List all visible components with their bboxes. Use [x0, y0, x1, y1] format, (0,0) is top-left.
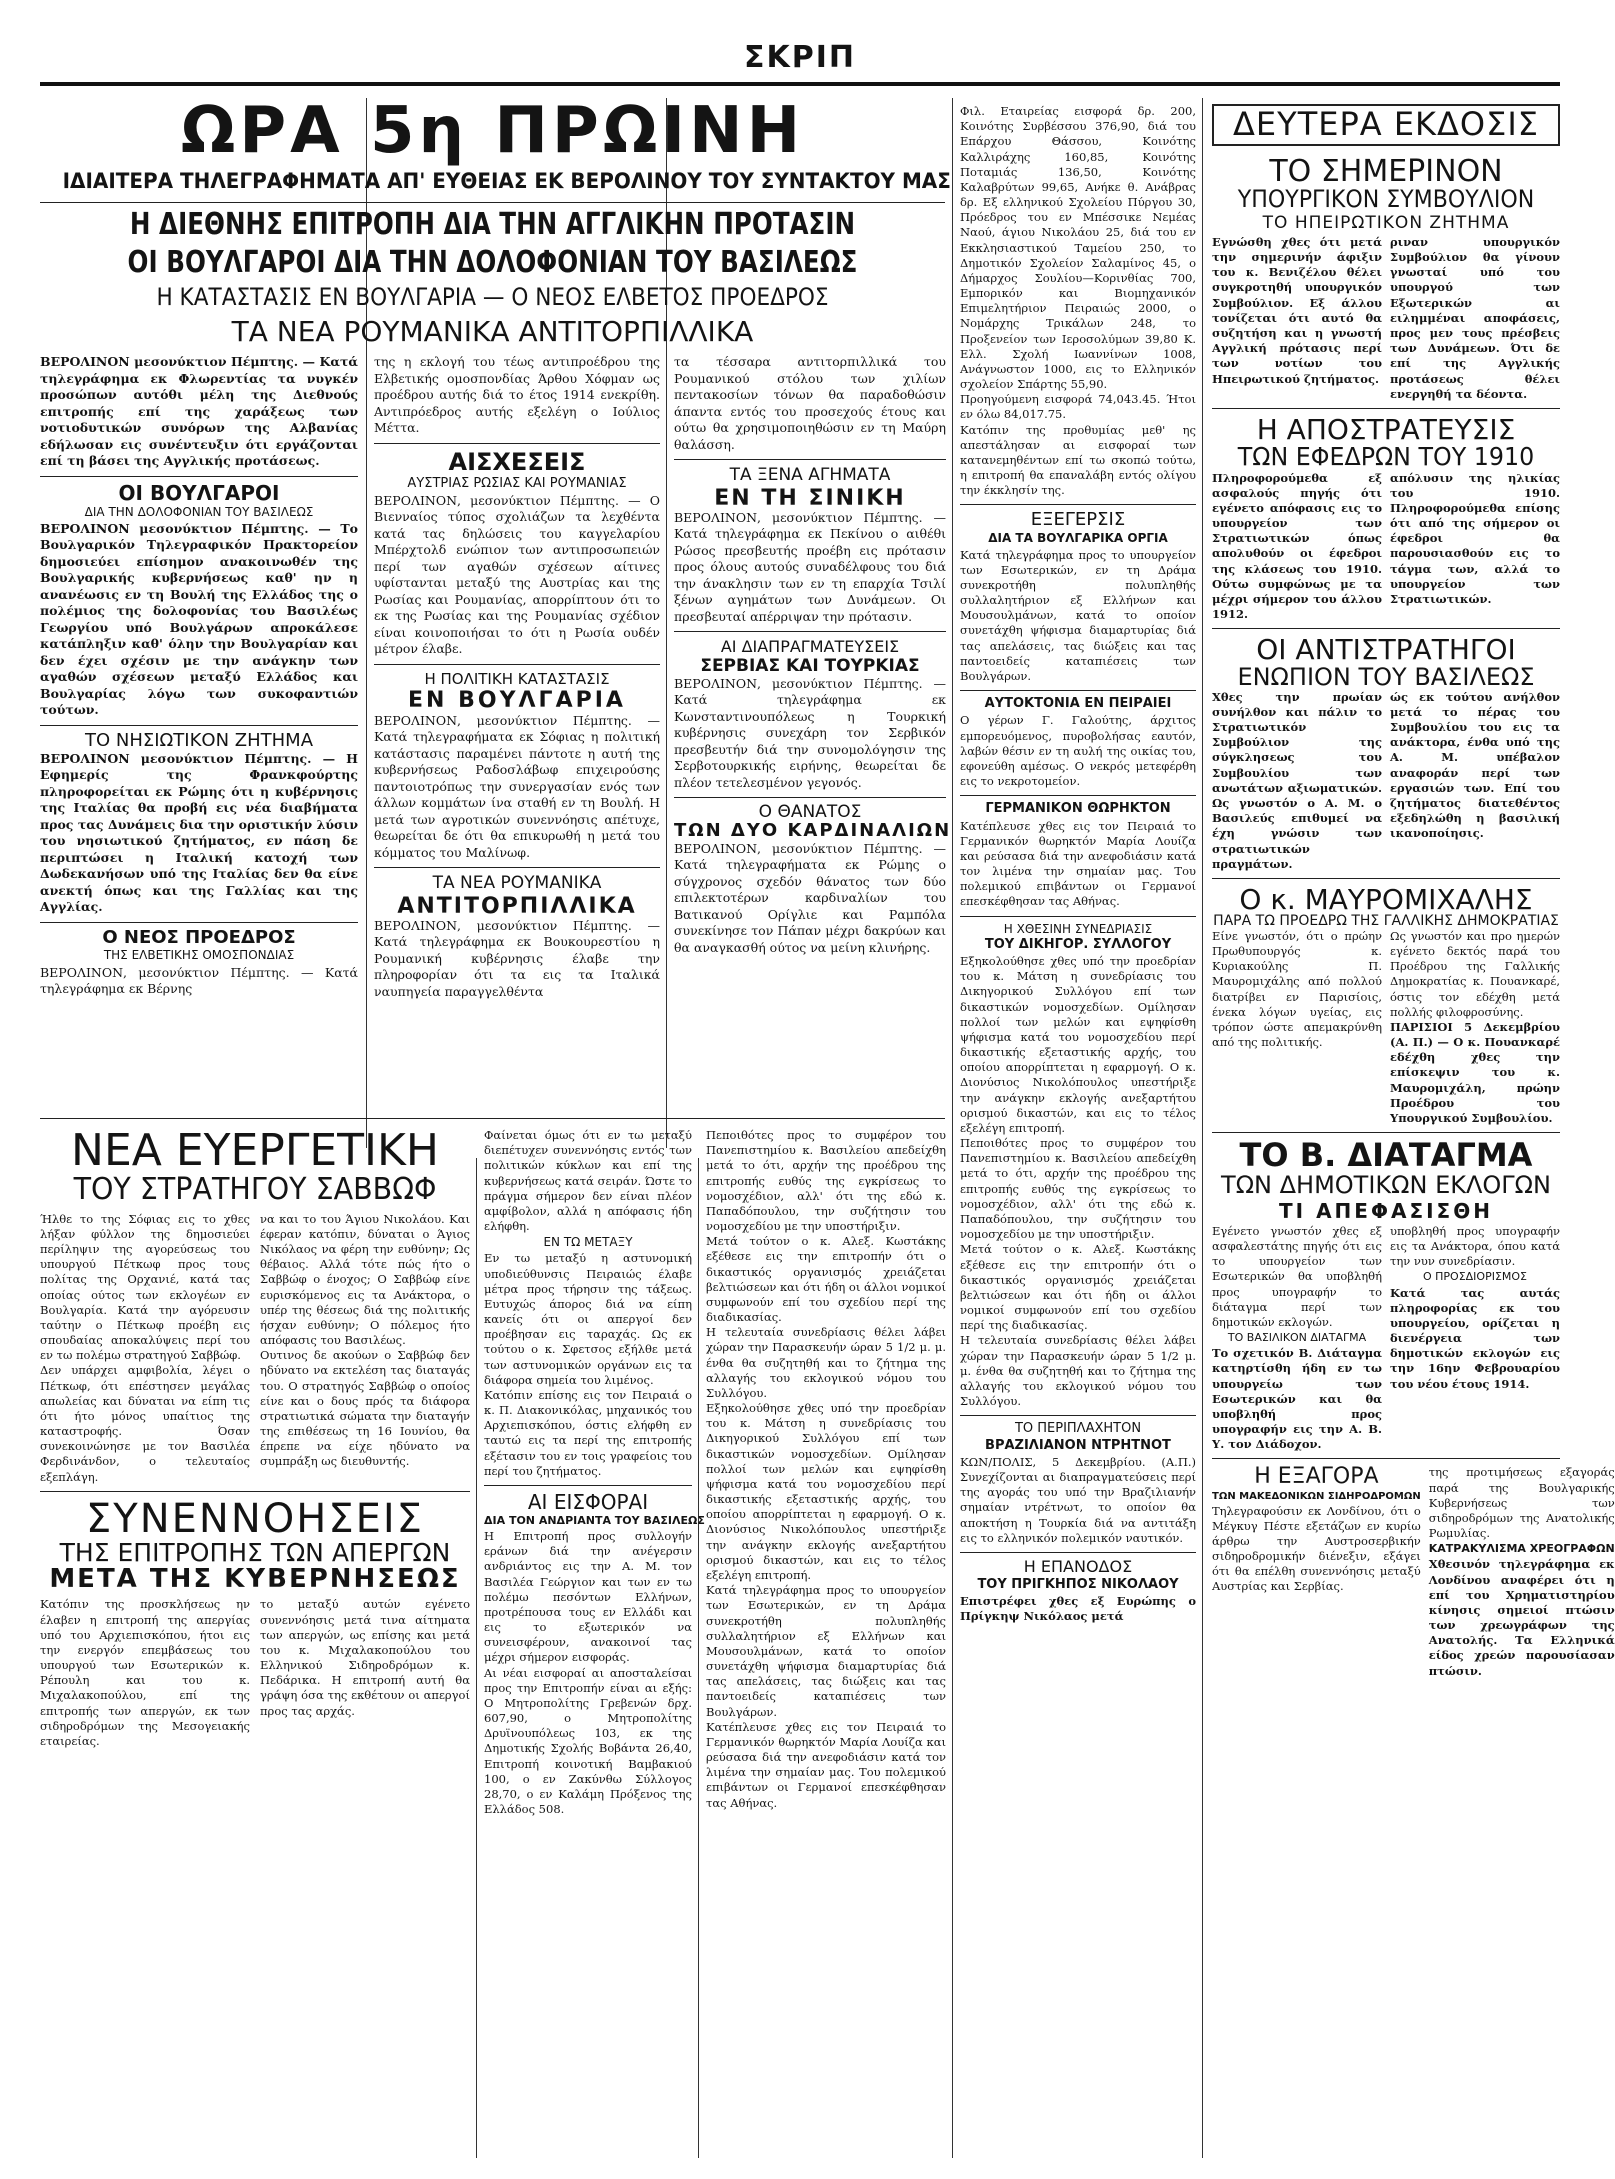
article-heading: Η ΑΠΟΣΤΡΑΤΕΥΣΙΣ: [1256, 412, 1516, 446]
article-text: Πεποιθότες προς το συμφέρον του Πανεπιστημίου κ. Βασιλείου απεδείχθη μετά το ότι, αρχήν της προέδρου της επιτροπής ευθύς της εγκρίσεως το νομοσχέδιον, αλλ' ότι της εδώ κ. Παπαδόπουλου, την συζήτησιν του νομοσχεδίου με την υποστήριξιν.: [960, 1136, 1196, 1242]
headline-bulgaria: Η ΚΑΤΑΣΤΑΣΙΣ ΕΝ ΒΟΥΛΓΑΡΙΑ — Ο ΝΕΟΣ ΕΛΒΕΤΟΣ ΠΡΟΕΔΡΟΣ: [156, 283, 829, 311]
article-text: Η τελευταία συνεδρίασις θέλει λάβει χώραν την Παρασκευήν ώραν 5 1/2 μ. μ. ένθα θα συζητηθή και το ζήτημα της αλλαγής του εκλογικού νόμου του Συλλόγου.: [706, 1325, 946, 1400]
article-subheading: ΤΟΥ ΠΡΙΓΚΗΠΟΣ ΝΙΚΟΛΑΟΥ: [977, 1576, 1179, 1592]
article-text: Φαίνεται όμως ότι εν τω μεταξύ διεπέτυχεν συνεννόησις εντός των πολιτικών κύκλων και επί της κυβερνήσεως κατά σειράν. Ώστε το πράγμα σήμερον δεν είναι πλέον αμφίβολον, αλλά η απόφασις ήδη ελήφθη.: [484, 1128, 692, 1234]
article-subheading: ΔΙΑ ΤΗΝ ΔΟΛΟΦΟΝΙΑΝ ΤΟΥ ΒΑΣΙΛΕΩΣ: [84, 504, 314, 519]
article-text: Επιστρέφει χθες εξ Ευρώπης ο Πρίγκηψ Νικόλαος μετά: [960, 1593, 1196, 1624]
divider: [40, 202, 945, 203]
divider: [960, 916, 1196, 917]
article-heading: ΑΙ ΕΙΣΦΟΡΑΙ: [527, 1489, 649, 1514]
article-text: Κατόπιν της προσκλήσεως ην έλαβεν η επιτροπή της απεργίας υπό του Αρχιεπισκόπου, ήτοι εις την ενεργόν επεμβάσεως του υπουργού των Εσωτερικών κ. Ρέπουλη και του κ. Μιχαλακοπούλου, επί της επιτροπής των απεργών, εκ των σιδηροδρόμων της Μεσογειακής εταιρείας.: [40, 1597, 250, 1748]
article-heading: ΤΟ Β. ΔΙΑΤΑΓΜΑ: [1239, 1136, 1533, 1175]
article-text: Μετά τούτον ο κ. Αλεξ. Κωστάκης εξέθεσε εις την επιτροπήν ότι ο δικαστικός οργανισμός χρειάζεται βελτιώσεων και ότι ήδη οι άλλοι νομικοί συμφωνούν επί του σχεδίου περί της διαδικασίας.: [706, 1234, 946, 1325]
column-rule: [952, 98, 953, 2158]
article-text: το μεταξύ αυτών εγένετο συνεννόησις μετά τινα αίτηματα των απεργών, ως επίσης και μετά του κ. Μιχαλακοπούλου του Ελληνικού Σιδηροδρόμων κ. Πεδάρικα. Η επιτροπή αυτή θα γράψη όσα της εκθέτουν οι απεργοί προς τας αρχάς.: [260, 1597, 470, 1718]
article-subheading: ΣΕΡΒΙΑΣ ΚΑΙ ΤΟΥΡΚΙΑΣ: [700, 655, 920, 676]
two-col: [1212, 1224, 1560, 1453]
article-text: Κατόπιν επίσης εις τον Πειραιά ο κ. Π. Διακονικόλας, μηχανικός του Αρχιεπισκόπου, όστις ελήφθη εν ταυτώ εις τα περί της επιτροπής εξέτασιν του εν τοις γραφείοις του περί του ζητήματος.: [484, 1387, 692, 1478]
article-text: Κατέπλευσε χθες εις τον Πειραιά το Γερμανικόν θωρηκτόν Μαρία Λουίζα και ρεύσασα διά την ανεφοδιάσιν κατά τον λιμένα την σημαίαν μας. Του πολεμικού επιβάντων οι Γερμανοί επεσκέφθησαν τας Αθήνας.: [706, 1719, 946, 1810]
divider: [674, 797, 946, 798]
article-text: Ουτινος δε ακούων ο Σαββώφ δεν ηδύνατο να εκτελέση τας διαταγάς του. Ο στρατηγός Σαββώφ ο οποίος είνε και ο δους πρός τα διάφορα στρατιωτικά σώματα την διαταγήν της επιθέσεως τη 16 Ιουνίου, θα έπρεπε να είχε ηδύνατο να συμπράξη ως διευθυντής.: [260, 1348, 470, 1469]
article-text: Ως γνωστόν και προ ημερών εγένετο δεκτός παρά του Προέδρου της Γαλλικής Δημοκρατίας κ. Πουανκαρέ, όστις τον εδέχθη μετά πολλής φιλοφροσύνης.: [1390, 928, 1560, 1019]
article-subheading: ΠΑΡΑ ΤΩ ΠΡΟΕΔΡΩ ΤΗΣ ΓΑΛΛΙΚΗΣ ΔΗΜΟΚΡΑΤΙΑΣ: [1213, 913, 1559, 930]
article-text: Χθεσινόν τηλεγράφημα εκ Λονδίνου αναφέρει ότι η επί του Χρηματιστηρίου κίνησις σημειοί πτώσιν των χρεωγράφων της Ανατολής. Τα Ελληνικά είδος χρεών παρουσίασαν πτώσιν.: [1428, 1557, 1615, 1678]
article-heading: ΤΟ ΠΕΡΙΠΛΑΧΗΤΟΝ: [1014, 1421, 1142, 1437]
article-text: Κατόπιν της προθυμίας μεθ' ης απεστάλησαν αι εισφοραί των κατανεμηθέντων επί τω σκοπώ τούτω, η επιτροπή θα επαναλάβη εντός ολίγου την έκκλησίν της.: [960, 422, 1196, 498]
divider: [960, 690, 1196, 691]
article-text: Κατά τηλεγράφημα προς το υπουργείον των Εσωτερικών, εν τη Δράμα συνεκροτήθη πολυπληθής συλλαλητήριον εξ Ελλήνων και Μουσουλμάνων, κατά το οποίον συνετάχθη ψήφισμα διαμαρτυρίας διά τας απελάσεις, τας διώξεις και τας παντοειδείς καταπιέσεις των Βουλγάρων.: [960, 547, 1196, 683]
masthead: [40, 18, 1560, 92]
article-heading: Ο κ. ΜΑΥΡΟΜΙΧΑΛΗΣ: [1239, 882, 1533, 916]
right-subcol: [1429, 1465, 1615, 1678]
article-subheading: ΔΙΑ ΤΑ ΒΟΥΛΓΑΡΙΚΑ ΟΡΓΙΑ: [988, 531, 1168, 546]
column-5: [1212, 104, 1615, 2144]
article-text: Αι νέαι εισφοραί αι αποσταλείσαι προς την Επιτροπήν είναι αι εξής: Ο Μητροπολίτης Γρεβενών δρχ. 607,90, ο Μητροπολίτης Δρυϊνουπόλεως 103, εκ της Δημοτικής Σχολής Βοβάντα 26,40, Επιτροπή κοινοτική Βαμβακιού 100, ο εν Ζακύνθω Σύλλογος 28,70, ο εν Καλάμη Πρόξενος της Ελλάδος 508.: [484, 1665, 692, 1817]
article-heading: ΤΩΝ ΔΗΜΟΤΙΚΩΝ ΕΚΛΟΓΩΝ: [1221, 1170, 1551, 1199]
article-heading: ΤΟΥ ΣΤΡΑΤΗΓΟΥ ΣΑΒΒΩΦ: [73, 1172, 437, 1208]
article-text: ΚΩΝ/ΠΟΛΙΣ, 5 Δεκεμβρίου. (Α.Π.) Συνεχίζονται αι διαπραγματεύσεις περί της αγοράς του υπό την Βραζιλιανήν σημαίαν ντρέτνωτ, το οποίον θα αποκτήση η Τουρκία διά να αντιτάξη εις το ελληνικόν πολεμικόν ναυτικόν.: [960, 1454, 1196, 1545]
article-text: ΒΕΡΟΛΙΝΟΝ, μεσονύκτιον Πέμπτης. — Κατά τηλεγράφημα εκ Πεκίνου ο αιθέθι Ρώσος πρεσβευτής προέβη εις πρότασιν προς όλους αυτούς συναδέλφους του διά την άνακλησιν των εν τη επαρχία Τσιλί ξένων αγημάτων των Δυνάμεων. Οι πρεσβευταί απέρριψαν την πρότασιν.: [674, 509, 946, 624]
article-heading: ΕΞΕΓΕΡΣΙΣ: [1030, 509, 1126, 531]
article-text: Εγνώσθη χθες ότι μετά την σημερινήν άφιξιν του κ. Βενιζέλου θέλει συγκροτηθή υπουργικόν Συμβούλιον. Εξ άλλου τονίζεται ότι αυτό θα συζητήση και η γνωστή Αγγλική πρότασις περί των νοτίων του Ηπειρωτικού ζητήματος.: [1212, 234, 1382, 386]
column-rule: [476, 1158, 477, 2158]
article-heading: Η ΕΠΑΝΟΔΟΣ: [1023, 1556, 1133, 1576]
article-text: ΒΕΡΟΛΙΝΟΝ, μεσονύκτιον Πέμπτης. — Ο Βιενναίος τύπος σχολιάζων τα λεχθέντα κατά τας δηλώσεις του καγγελαρίου Μπέρχτολδ ενώπιον των αντιπροσωπειών περί των αγαθών σχέσεων αίτινες υφίστανται μεταξύ της Αυστρίας και της Ρωσίας και Ρουμανίας, απορρίπτουν ότι το εκ της Ρωσίας και της Ρουμανίας σχέδιον είναι κοινοποιήσαι το ότι η Ρωσία ουδέν μέτρον έλαβε.: [374, 492, 660, 657]
article-subheading: ΜΕΤΑ ΤΗΣ ΚΥΒΕΡΝΗΣΕΩΣ: [49, 1564, 461, 1595]
article-heading: ΕΝ ΤΩ ΜΕΤΑΞΥ: [543, 1235, 633, 1250]
article-heading: ΥΠΟΥΡΓΙΚΟΝ ΣΥΜΒΟΥΛΙΟΝ: [1237, 185, 1535, 214]
divider: [674, 459, 946, 460]
article-text: να και το του Άγιου Νικολάου. Και έφεραν κατόπιν, δύναται ο Άγιος Νικόλαος να φέρη την ευθύνην; Ως θέβαιος. Αλλά τότε πώς ήτο ο Σαββώφ ο ένοχος; Ο Σαββώφ είνε ευρισκόμενος εις τα Ανάκτορα, ο υπέρ της θέσεως διά της πολιτικής ήσχαν ευθύνην; Ο πόλεμος ήτο απόφασις του Βασιλέως.: [260, 1211, 470, 1348]
article-text: υποβληθή προς υπογραφήν εις τα Ανάκτορα, όπου κατά την νυν συνεδρίασιν.: [1390, 1223, 1560, 1269]
right-subcol: [1390, 1224, 1560, 1453]
headline-commission: Η ΔΙΕΘΝΗΣ ΕΠΙΤΡΟΠΗ ΔΙΑ ΤΗΝ ΑΓΓΛΙΚΗΝ ΠΡΟΤΑΣΙΝ: [129, 207, 856, 242]
masthead-rule: [40, 82, 1560, 86]
article-heading: ΟΙ ΒΟΥΛΓΑΡΟΙ: [118, 480, 280, 505]
article-heading: ΤΩΝ ΕΦΕΔΡΩΝ ΤΟΥ 1910: [1237, 442, 1535, 472]
article-heading: ΑΙΣΧΕΣΕΙΣ: [448, 447, 586, 476]
article-text: ώς εκ τούτου ανήλθον μετά το πέρας του Συμβουλίου του εις τα ανάκτορα, ένθα υπό της Α. Μ. υπέβαλον αναφοράν περί των εργασιών των. Επί του ζητήματος διατεθέντος εξεδηλώθη η βασιλική ικανοποίησις.: [1390, 689, 1560, 841]
two-col: [1212, 235, 1560, 402]
headline-torpedo: ΤΑ ΝΕΑ ΡΟΥΜΑΝΙΚΑ ΑΝΤΙΤΟΡΠΙΛΛΙΚΑ: [231, 315, 754, 348]
article-heading: Ο ΝΕΟΣ ΠΡΟΕΔΡΟΣ: [102, 926, 296, 948]
divider: [40, 922, 358, 923]
divider: [960, 1552, 1196, 1553]
divider: [40, 476, 358, 477]
two-col: [40, 1212, 470, 1485]
bottom-third-section: [706, 1128, 946, 2158]
top-banner: [40, 94, 951, 348]
article-subheading: Ο ΠΡΟΣΔΙΟΡΙΣΜΟΣ: [1422, 1270, 1528, 1284]
article-subheading: ΕΝ ΒΟΥΛΓΑΡΙΑ: [408, 688, 626, 714]
divider: [374, 664, 660, 665]
article-heading: ΤΗΣ ΕΠΙΤΡΟΠΗΣ ΤΩΝ ΑΠΕΡΓΩΝ: [59, 1537, 451, 1567]
divider: [1212, 1458, 1560, 1459]
article-text: Δεν υπάρχει αμφιβολία, λέγει ο Πέτκωφ, ότι επέστησεν μεγάλας απωλείας και δύναται να είπη τις ότι ήτο μόνος υπαίτιος της καταστροφής. Όσαν συνεκοινώνησε με τον Βασιλέα Φερδινάνδον, ο τελευταίος εξεπλάγη.: [40, 1363, 250, 1484]
article-text: Φιλ. Εταιρείας εισφορά δρ. 200, Κοινότης Συρβέσσου 376,90, διά του Επάρχου Θάσσου, Κοινότης Καλλιράχης 160,85, Κοινότης Ποταμιάς 136,50, Κοινότης Καλαβρύτων 99,65, Ανήκε θ. Ανάβρας δρ. Εξ ελληνικού Σχολείου Πύργου 30, Πρόεδρος του εν Μπέσσικε Νεμέας Ναού, άγιου Νικολάου 25, διά του εν Εκκλησιαστικού Ταμείου 250, το Δημοτικόν Σχολείον Σαλαμίνος 45, ο Δήμαρχος Σουλίου—Κορινθίας 700, Εμπορικόν και Βιομηχανικόν Επιμελητήριον Πειραιώς 2000, ο Νομάρχης Τρικάλων 248, το Προξενείον των Ιεροσολύμων 39,80 Κ. Ελλ. Σχολή Ιωαννίνων 1008, Ανάγνωστον 1000, εις το Ελληνικόν σχολείον Σπάρτης 55,90.: [960, 104, 1196, 392]
two-col: [40, 1597, 470, 1749]
divider: [674, 631, 946, 632]
article-text: Εν τω μεταξύ η αστυνομική υποδιεύθυνσις Πειραιώς έλαβε μέτρα προς τήρησιν της τάξεως. Ευτυχώς άπορος διά να είπη κανείς ότι οι απεργοί δεν προέβησαν εις ταραχάς. Ως εκ τούτου ο κ. Σφετσος εξήλθε μετά των αστυνομικών οργάνων εις τα διάφορα σημεία του λιμένος.: [484, 1251, 692, 1387]
article-heading: Η ΠΟΛΙΤΙΚΗ ΚΑΤΑΣΤΑΣΙΣ: [424, 669, 610, 688]
divider: [960, 504, 1196, 505]
article-text: ΒΕΡΟΛΙΝΟΝ, μεσονύκτιον Πέμπτης. — Κατά τηλεγράφημα εκ Βέρνης: [40, 964, 358, 997]
bottom-left-section: [40, 1125, 470, 2158]
left-subcol: [1212, 1224, 1382, 1453]
article-text: ΒΕΡΟΛΙΝΟΝ, μεσονύκτιον Πέμπτης. — Κατά τηλεγραφήματα εκ Ρώμης ο σύγχρονος σχεδόν θάνατος των δύο επιλεκτοτέρων καρδιναλίων του Βατικανού Ορίγλιε και Ραμπόλα συνεκίνησε τον Πάπαν μέχρι δακρύων και θα αναγκασθή ούτος να μείνη κλινήρης.: [674, 840, 946, 955]
divider: [1212, 408, 1560, 409]
article-text: Κατά τηλεγράφημα προς το υπουργείον των Εσωτερικών, εν τη Δράμα συνεκροτήθη πολυπληθής συλλαλητήριον εξ Ελλήνων και Μουσουλμάνων, κατά το οποίον συνετάχθη ψήφισμα διαμαρτυρίας διά τας απελάσεις, τας διώξεις και τας παντοειδείς καταπιέσεις των Βουλγάρων.: [706, 1583, 946, 1719]
article-text: Μετά τούτον ο κ. Αλεξ. Κωστάκης εξέθεσε εις την επιτροπήν ότι ο δικαστικός οργανισμός χρειάζεται βελτιώσεων και ότι ήδη οι άλλοι νομικοί συμφωνούν επί του σχεδίου περί της διαδικασίας.: [960, 1242, 1196, 1333]
second-edition-title: ΔΕΥΤΕΡΑ ΕΚΔΟΣΙΣ: [1212, 104, 1560, 146]
article-text: Το σχετικόν Β. Διάταγμα κατηρτίσθη ήδη εν τω υπουργείω των Εσωτερικών και θα υποβληθή προς υπογραφήν εις την Α. Β. Υ. τον Διάδοχον.: [1212, 1346, 1382, 1452]
article-heading: ΑΥΤΟΚΤΟΝΙΑ ΕΝ ΠΕΙΡΑΙΕΙ: [984, 696, 1172, 712]
left-subcol: [1212, 1465, 1421, 1678]
column-2: [374, 354, 660, 1109]
masthead-title: ΣΚΡΙΠ: [744, 40, 856, 75]
divider: [40, 1491, 470, 1492]
article-text: Πεποιθότες προς το συμφέρον του Πανεπιστημίου κ. Βασιλείου απεδείχθη μετά το ότι, αρχήν της προέδρου της επιτροπής ευθύς της εγκρίσεως το νομοσχέδιον, αλλ' ότι της εδώ κ. Παπαδόπουλου, την συζήτησιν του νομοσχεδίου με την υποστήριξιν.: [706, 1128, 946, 1234]
article-subheading: ΤΙ ΑΠΕΦΑΣΙΣΘΗ: [1279, 1198, 1493, 1223]
article-text: ΒΕΡΟΛΙΝΟΝ μεσονύκτιον Πέμπτης. — Η Εφημερίς της Φρανκφούρτης πληροφορείται εκ Ρώμης ότι η κυβέρνησις της Ιταλίας θα προβή εις νέα διαβήματα προς τας Δυνάμεις δια την οριστικήν λύσιν του νησιωτικού ζητήματος, εν πάση δε περιπτώσει η Ιταλική κατοχή των Δωδεκανήσων υπό της Ιταλίας δεν θα είνε ανεκτή όπως και της Γαλλίας και της Αγγλίας.: [40, 750, 358, 915]
article-heading: ΤΟ ΝΗΣΙΩΤΙΚΟΝ ΖΗΤΗΜΑ: [84, 729, 314, 751]
article-heading: ΝΕΑ ΕΥΕΡΓΕΤΙΚΗ: [71, 1125, 439, 1176]
article-heading: ΣΥΝΕΝΝΟΗΣΕΙΣ: [86, 1495, 424, 1542]
article-subheading: ΤΟΥ ΔΙΚΗΓΟΡ. ΣΥΛΛΟΓΟΥ: [984, 936, 1172, 952]
article-text: Πληροφορούμεθα εξ ασφαλούς πηγής ότι εγένετο απόφασις εις το υπουργείον των Στρατιωτικών όπως απολυθούν οι έφεδροι της κλάσεως του 1910. Ούτω συμφώνως με τα μέχρι σήμερον του άλλου 1912.: [1212, 470, 1382, 622]
banner-title: ΩΡΑ 5η ΠΡΩΙΝΗ: [180, 94, 805, 168]
divider: [40, 725, 358, 726]
column-rule: [1202, 98, 1203, 2158]
article-text: ριναν υπουργικόν Συμβούλιον θα γίνουν γνωσταί υπό του υπουργού των Εξωτερικών αι ειλημμέναι αποφάσεις, προς μεν τους πρέσβεις των Δυνάμεων. Ότι δε επί της Αγγλικής προτάσεως θέλει ενεργηθή τα δέοντα.: [1390, 234, 1560, 401]
column-3: [674, 354, 952, 1109]
article-text: Η Επιτροπή προς συλλογήν εράνων διά την ανέγερσιν ανδριάντος εις την Α. Μ. τον Βασιλέα Γεώργιον και των εν τω πολέμω πεσόντων Ελλήνων, προτρέπουσα τους εν Ελλάδι και εις το εξωτερικόν να συνεισφέρουν, ανακοινοί τας μέχρι σήμερον εισφοράς.: [484, 1529, 692, 1665]
two-col: [1212, 929, 1560, 1126]
divider: [1212, 628, 1560, 629]
article-heading: ΤΟ ΣΗΜΕΡΙΝΟΝ: [1269, 153, 1503, 189]
article-subheading: ΤΩΝ ΔΥΟ ΚΑΡΔΙΝΑΛΙΩΝ: [674, 820, 952, 842]
article-subheading: ΤΗΣ ΕΛΒΕΤΙΚΗΣ ΟΜΟΣΠΟΝΔΙΑΣ: [103, 948, 295, 963]
article-text: Ήλθε το της Σόφιας εις το χθες λήξαν φύλλον της δημοσιεύει περίληψιν της αγορεύσεως του υπουργού Πέτκωφ προς τους πολίτας της Ορχανιέ, κατά τας οποίας ούτος των εκλογέων εν Βουλγαρία. Κατά την αγόρευσιν ταύτην ο Πέτκωφ προέβη εις σπουδαίας αποκαλύψεις περί του εν τω πολέμω στρατηγού Σαββώφ.: [40, 1211, 250, 1363]
article-text: Προηγούμενη εισφορά 74,043.45. Ήτοι εν όλω 84,017.75.: [960, 392, 1196, 422]
article-text: Εξηκολούθησε χθες υπό την προεδρίαν του κ. Μάτση η συνεδρίασις του Δικηγορικού Συλλόγου επί των δικαστικών νομοσχεδίων. Ομίλησαν πολλοί των μελών και εψηφίσθη ψήφισμα κατά του νομοσχεδίου περί δικαστικής εξεταστικής αρχής, του οποίου απορρίπτεται η εφαρμογή. Ο κ. Διονύσιος Νικολόπουλος υπεστήριξε την ανάγκην εκλογής ανεξαρτήτου ορισμού δικαστών, και εις το τέλος εξελέγη επιτροπή.: [960, 954, 1196, 1135]
article-heading: ΤΑ ΝΕΑ ΡΟΥΜΑΝΙΚΑ: [432, 873, 602, 894]
article-text: ΒΕΡΟΛΙΝΟΝ, μεσονύκτιον Πέμπτης. — Κατά τηλεγραφήματα εκ Σόφιας η πολιτική κατάστασις παραμένει πάντοτε η αυτή της κυβερνήσεως Ραδοσλάβωφ επιχειρούσης παντοιοτρόπως την συνεργασίαν ενός των άλλων κομμάτων ίνα σταθή εν τη Βουλή. Η μετά των αγροτικών συνεννόησις απέτυχε, θεωρείται δε ότι θα επικυρωθή η μετά του κόμματος του Μαλίνωφ.: [374, 712, 660, 860]
column-4: [960, 104, 1196, 2054]
article-heading: Ο ΘΑΝΑΤΟΣ: [758, 802, 862, 823]
divider: [1212, 1132, 1560, 1133]
article-subheading: ΒΡΑΖΙΛΙΑΝΟΝ ΝΤΡΗΤΝΟΤ: [985, 1437, 1171, 1453]
article-text: Κατέπλευσε χθες εις τον Πειραιά το Γερμανικόν θωρηκτόν Μαρία Λουίζα και ρεύσασα διά την ανεφοδιάσιν κατά τον λιμένα την σημαίαν μας. Του πολεμικού επιβάντων οι Γερμανοί επεσκέφθησαν τας Αθήνας.: [960, 818, 1196, 909]
left-subcol: [40, 1212, 250, 1485]
right-subcol: [260, 1212, 470, 1485]
article-heading: Η ΕΞΑΓΟΡΑ: [1254, 1464, 1379, 1490]
article-heading: ΤΑ ΞΕΝΑ ΑΓΗΜΑΤΑ: [729, 465, 891, 485]
article-subheading: ΑΝΤΙΤΟΡΠΙΛΛΙΚΑ: [397, 893, 637, 919]
article-subheading: ΤΟ ΒΑΣΙΛΙΚΟΝ ΔΙΑΤΑΓΜΑ: [1227, 1331, 1367, 1345]
article-heading: ΓΕΡΜΑΝΙΚΟΝ ΘΩΡΗΚΤΟΝ: [985, 801, 1171, 817]
article-text: ΠΑΡΙΣΙΟΙ 5 Δεκεμβρίου (Α. Π.) — Ο κ. Πουανκαρέ εδέχθη χθες την επίσκεψιν του κ. Μαυρομιχάλη, πρώην Προέδρου του Υπουργικού Συμβουλίου.: [1390, 1019, 1560, 1125]
divider: [374, 443, 660, 444]
article-heading: ΕΝΩΠΙΟΝ ΤΟΥ ΒΑΣΙΛΕΩΣ: [1237, 662, 1535, 691]
article-text: ΒΕΡΟΛΙΝΟΝ μεσονύκτιον Πέμπτης. — Το Βουλγαρικόν Τηλεγραφικόν Πρακτορείον δημοσιεύει επίσημον ανακοινωθέν της Βουλγαρικής κυβερνήσεως καθ' ην η ανανέωσις εν τη Βουλή της Ελλάδος της ο πολέμιος της δολοφονίας του Βασιλέως Γεωργίου υπό Βουλγάρων απροκάλεσε κατάπληξιν καθ' όλην την Βουλγαρίαν και δεν έχει σχέσιν με την ανάγκην των αγαθών σχέσεων μεταξύ Ελλάδος και Βουλγαρίας λόγω των συκοφαντιών τούτων.: [40, 520, 358, 718]
article-text: ΒΕΡΟΛΙΝΟΝ, μεσονύκτιον Πέμπτης. — Κατά τηλεγράφημα εκ Κωνσταντινουπόλεως η Τουρκική κυβέρνησις συνεχάρη τον Σερβικόν πρεσβευτήν διά την συνομολόγησιν της Σερβοτουρκικής ειρήνης, θεωρείται δε πλέον τετελεσμένον γεγονός.: [674, 675, 946, 790]
right-subcol: [1390, 929, 1560, 1126]
article-text: Τηλεγραφούσιν εκ Λονδίνου, ότι ο Μέγκυγ Πέστε εξετάζων εν κυρίω άρθρω την Αυστροσερβικήν σιδηροδρομικήν διένεξιν, εξάγει ότι θα επέλθη συνεννόησις μεταξύ Αυστρίας και Σερβίας.: [1212, 1503, 1421, 1594]
article-heading: ΟΙ ΑΝΤΙΣΤΡΑΤΗΓΟΙ: [1256, 633, 1516, 667]
article-text: Χθες την πρωίαν συνήλθον και πάλιν το Στρατιωτικόν Συμβούλιον της σύγκλησεως του Συμβουλίου των ανωτάτων αξιωματικών. Ως γνωστόν ο Α. Μ. ο Βασιλεύς επιθυμεί να έχη γνώσιν των στρατιωτικών πραγμάτων.: [1212, 689, 1382, 871]
article-text: Κατά τας αυτάς πληροφορίας εκ του υπουργείου, ορίζεται η διενέργεια των δημοτικών εκλογών εις την 16ην Φεβρουαρίου του νέου έτους 1914.: [1390, 1285, 1560, 1391]
article-subheading: ΤΩΝ ΜΑΚΕΔΟΝΙΚΩΝ ΣΙΔΗΡΟΔΡΟΜΩΝ: [1212, 1490, 1421, 1502]
bottom-middle-section: [484, 1128, 705, 2158]
divider: [1212, 878, 1560, 879]
article-subheading: ΕΝ ΤΗ ΣΙΝΙΚΗ: [714, 485, 906, 511]
article-text: ΒΕΡΟΛΙΝΟΝ μεσονύκτιον Πέμπτης. — Κατά τηλεγράφημα εκ Φλωρεντίας τα νυγκέν προσώπων αυτόθι μέλη της Διεθνούς επιτροπής επί της χαράξεως των νοτιοδυτικών συνόρων της Αλβανίας εδήλωσαν εις συνέντευξιν ότι εργάζονται επί τη βάσει της Αγγλικής προτάσεως.: [40, 354, 358, 468]
article-subheading: ΤΟ ΗΠΕΙΡΩΤΙΚΟΝ ΖΗΤΗΜΑ: [1262, 213, 1510, 234]
divider: [374, 867, 660, 868]
article-text: απόλυσιν της ηλικίας του 1910. Πληροφορούμεθα επίσης ότι από της σήμερον οι έφεδροι θα παρουσιασθούν εις το τάγμα των, αλλά το υπουργείον των Στρατιωτικών.: [1390, 470, 1560, 606]
two-col: [1212, 1464, 1615, 1678]
article-heading: ΑΙ ΔΙΑΠΡΑΓΜΑΤΕΥΣΕΙΣ: [720, 637, 900, 657]
article-heading: Η ΧΘΕΣΙΝΗ ΣΥΝΕΔΡΙΑΣΙΣ: [1003, 921, 1153, 936]
article-text: της προτιμήσεως εξαγοράς παρά της Βουλγαρικής Κυβερνήσεως των σιδηροδρόμων της Ανατολικής Ρωμυλίας.: [1428, 1465, 1615, 1541]
article-heading: ΚΑΤΡΑΚΥΛΙΣΜΑ ΧΡΕΟΓΡΑΦΩΝ: [1428, 1542, 1615, 1556]
article-text: ΒΕΡΟΛΙΝΟΝ, μεσονύκτιον Πέμπτης. — Κατά τηλεγράφημα εκ Βουκουρεστίου η Ρουμανική κυβέρνησις έλαβε την πληροφορίαν ότι τα εις τα Ιταλικά ναυπηγεία παραγγελθέντα: [374, 917, 660, 999]
article-text: Ο γέρων Γ. Γαλούτης, άρχιτος εμπορευόμενος, πυροβολήσας εαυτόν, λαβών θέσιν εν τη αυλή της οικίας του, εφονεύθη αμέσως. Ο νεκρός μετεφέρθη εις το νεκροτομείον.: [960, 713, 1196, 789]
headline-bulgarians: ΟΙ ΒΟΥΛΓΑΡΟΙ ΔΙΑ ΤΗΝ ΔΟΛΟΦΟΝΙΑΝ ΤΟΥ ΒΑΣΙΛΕΩΣ: [127, 245, 858, 280]
two-col: [1212, 471, 1560, 623]
article-text: Η τελευταία συνεδρίασις θέλει λάβει χώραν την Παρασκευήν ώραν 5 1/2 μ. μ. ένθα θα συζητηθή και το ζήτημα της αλλαγής του εκλογικού νόμου του Συλλόγου.: [960, 1333, 1196, 1409]
article-text: Είνε γνωστόν, ότι ο πρώην Πρωθυπουργός κ. Κυριακούλης Π. Μαυρομιχάλης από πολλού διατρίβει εν Παρισίοις, ένεκα λόγων υγείας, εις τρόπον ώστε απεμακρύνθη από της πολιτικής.: [1212, 928, 1382, 1050]
banner-strap: ΙΔΙΑΙΤΕΡΑ ΤΗΛΕΓΡΑΦΗΜΑΤΑ ΑΠ' ΕΥΘΕΙΑΣ ΕΚ ΒΕΡΟΛΙΝΟΥ ΤΟΥ ΣΥΝΤΑΚΤΟΥ ΜΑΣ: [62, 169, 951, 193]
article-text: της η εκλογή του τέως αντιπροέδρου της Ελβετικής ομοσπονδίας Άρθου Χόφμαν ως προέδρου αυτής διά το έτος 1914 ενεκρίθη. Αντιπρόεδρος αυτής εξελέγη ο Ιούλιος Μέττα.: [374, 354, 660, 435]
column-1: [40, 354, 358, 1109]
divider: [484, 1485, 692, 1486]
section-rule: [40, 1118, 945, 1119]
article-text: Εξηκολούθησε χθες υπό την προεδρίαν του κ. Μάτση η συνεδρίασις του Δικηγορικού Συλλόγου επί των δικαστικών νομοσχεδίων. Ομίλησαν πολλοί των μελών και εψηφίσθη ψήφισμα κατά του νομοσχεδίου περί δικαστικής εξεταστικής αρχής, του οποίου απορρίπτεται η εφαρμογή. Ο κ. Διονύσιος Νικολόπουλος υπεστήριξε την ανάγκην εκλογής ανεξαρτήτου ορισμού δικαστών, και εις το τέλος εξελέγη επιτροπή.: [706, 1401, 946, 1582]
column-rule: [698, 1158, 699, 2158]
article-text: Εγένετο γνωστόν χθες εξ ασφαλεστάτης πηγής ότι εις το υπουργείον των Εσωτερικών θα υποβληθή προς υπογραφήν το διάταγμα περί των δημοτικών εκλογών.: [1212, 1223, 1382, 1329]
article-subheading: ΔΙΑ ΤΟΝ ΑΝΔΡΙΑΝΤΑ ΤΟΥ ΒΑΣΙΛΕΩΣ: [484, 1513, 705, 1527]
divider: [960, 795, 1196, 796]
article-subheading: ΑΥΣΤΡΙΑΣ ΡΩΣΙΑΣ ΚΑΙ ΡΟΥΜΑΝΙΑΣ: [407, 475, 627, 491]
two-col: [1212, 690, 1560, 872]
article-text: τα τέσσαρα αντιτορπιλλικά του Ρουμανικού στόλου των χιλίων πεντακοσίων τόνων θα παραδοθώσιν άπαντα εντός του προσεχούς έτους και ούτω θα χρησιμοποιηθώσιν εν τη Μαύρη θαλάσση.: [674, 354, 946, 452]
divider: [960, 1415, 1196, 1416]
newspaper-page: [40, 18, 1615, 2158]
